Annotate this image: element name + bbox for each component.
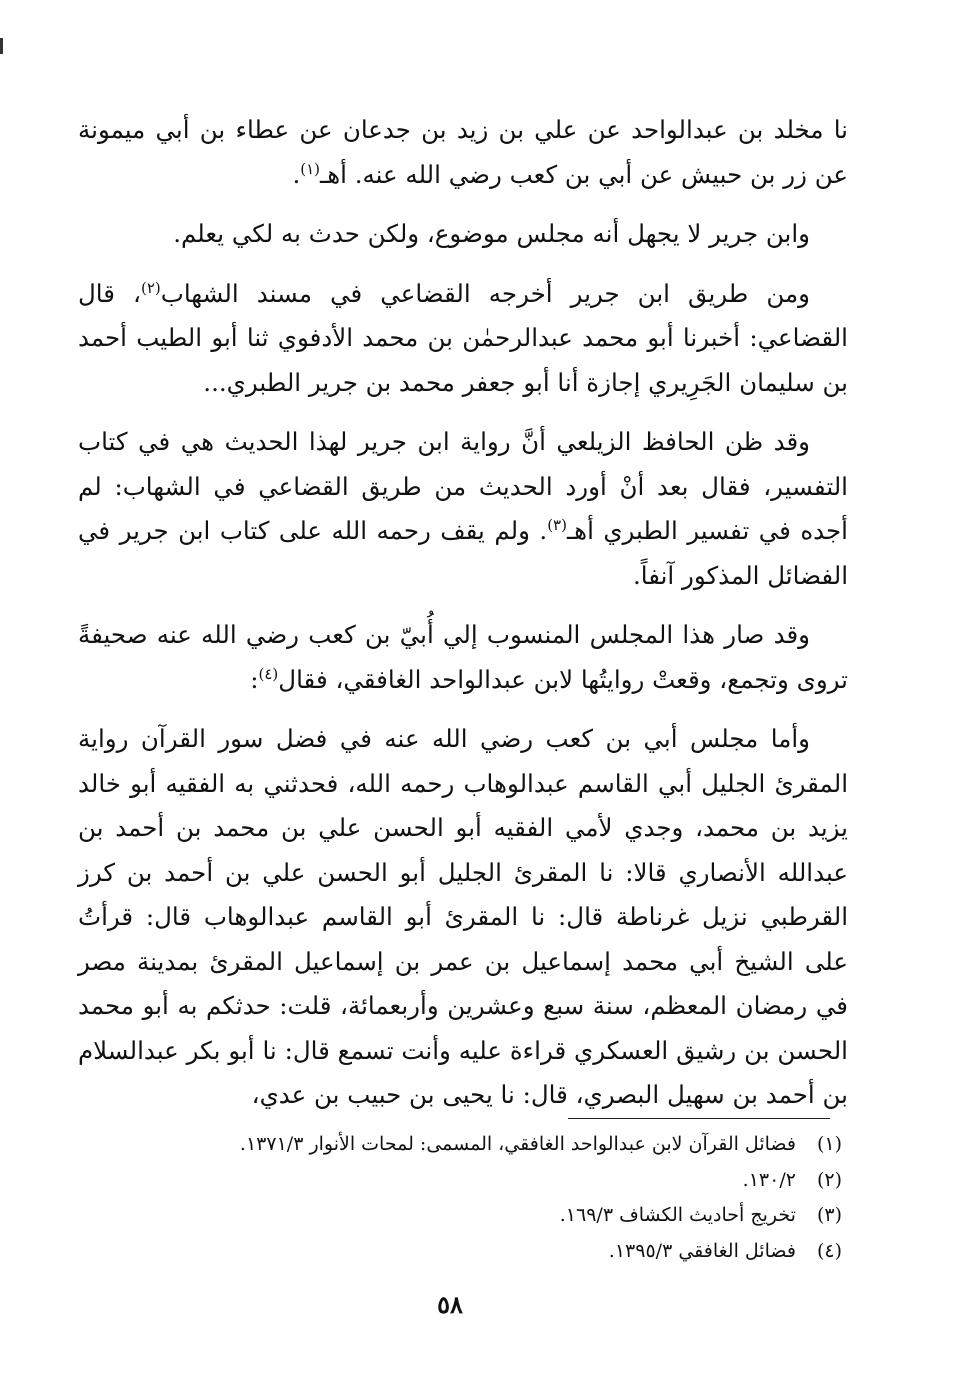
footnote [120, 1163, 842, 1199]
footnote-text: فضائل القرآن لابن عبدالواحد الغافقي، المسمى: لمحات الأنوار ١٣٧١/٣. [239, 1133, 796, 1155]
paragraph [78, 212, 848, 257]
footnote-reference: (٤) [258, 664, 279, 683]
paragraph-text: ومن طريق ابن جرير أخرجه القضاعي في مسند الشهاب [160, 278, 810, 308]
footnote [120, 1198, 842, 1234]
paragraph-text: وقد صار هذا المجلس المنسوب إلي أُبيّ بن كعب رضي الله عنه صحيفةً تروى وتجمع، وقعتْ روايتُها لابن عبدالواحد الغافقي، فقال [78, 620, 848, 694]
footnote-text: ١٣٠/٢. [742, 1168, 796, 1191]
footnote-number: (٤) [816, 1239, 842, 1262]
footnote-number: (١) [816, 1133, 842, 1155]
footnote-number: (٢) [816, 1168, 842, 1191]
footnote-text: فضائل الغافقي ١٣٩٥/٣. [608, 1239, 796, 1262]
footnotes [120, 1127, 842, 1269]
paragraph-text: . [292, 159, 301, 189]
footnote [120, 1127, 842, 1163]
paragraph-text: وأما مجلس أبي بن كعب رضي الله عنه في فضل سور القرآن رواية المقرئ الجليل أبي القاسم عبدالوهاب رحمه الله، فحدثني به الفقيه أبو خالد يزيد بن محمد، وجدي لأمي الفقيه أبو الحسن علي بن محمد بن أحمد بن عبدالله الأنصاري قالا: نا المقرئ الجليل أبو الحسن علي بن أحمد بن كرز القرطبي نزيل غرناطة قال: نا المقرئ أبو القاسم عبدالوهاب قال: قرأتُ على الشيخ أبي محمد إسماعيل بن عمر بن إسماعيل المقرئ بمدينة مصر في رمضان المعظم، سنة سبع وعشرين وأربعمائة، قلت: حدثكم به أبو محمد الحسن بن رشيق العسكري قراءة عليه وأنت تسمع قال: نا أبو بكر عبدالسلام بن أحمد بن سهيل البصري، قال: نا يحيى بن حبيب بن عدي، [78, 724, 848, 1109]
footnote-text: تخريج أحاديث الكشاف ١٦٩/٣. [559, 1204, 796, 1226]
footnote [120, 1234, 842, 1270]
footnote-reference: (٢) [140, 278, 161, 297]
paragraph-text: ، قال القضاعي: أخبرنا أبو محمد عبدالرحمٰن بن محمد الأدفوي ثنا أبو الطيب أحمد بن سليمان الجَرِيري إجازة أنا أبو جعفر محمد بن جرير الطبري... [78, 278, 848, 397]
paragraph [78, 717, 848, 1118]
paragraph-text: وابن جرير لا يجهل أنه مجلس موضوع، ولكن حدث به لكي يعلم. [173, 219, 810, 248]
paragraph [78, 613, 848, 702]
paragraph [78, 420, 848, 598]
paragraph [78, 272, 848, 406]
scan-edge-mark [0, 38, 3, 54]
footnote-reference: (٣) [547, 515, 567, 534]
footnote-divider [568, 1118, 830, 1119]
footnote-reference: (١) [300, 159, 321, 178]
main-text [78, 108, 848, 1133]
footnote-number: (٣) [816, 1204, 842, 1226]
paragraph-text: وقد ظن الحافظ الزيلعي أنَّ رواية ابن جرير لهذا الحديث هي في كتاب التفسير، فقال بعد أنْ أورد الحديث من طريق القضاعي في الشهاب: لم أجده في تفسير الطبري أهـ [78, 427, 848, 545]
paragraph-text: : [250, 664, 259, 694]
paragraph-text: نا مخلد بن عبدالواحد عن علي بن زيد بن جدعان عن عطاء بن أبي ميمونة عن زر بن حبيش عن أبي بن كعب رضي الله عنه. أهـ [78, 115, 848, 189]
paragraph [78, 108, 848, 197]
page-number: ٥٨ [437, 1290, 463, 1319]
paragraph-text: . ولم يقف رحمه الله على كتاب ابن جرير في الفضائل المذكور آنفاً. [78, 516, 848, 590]
